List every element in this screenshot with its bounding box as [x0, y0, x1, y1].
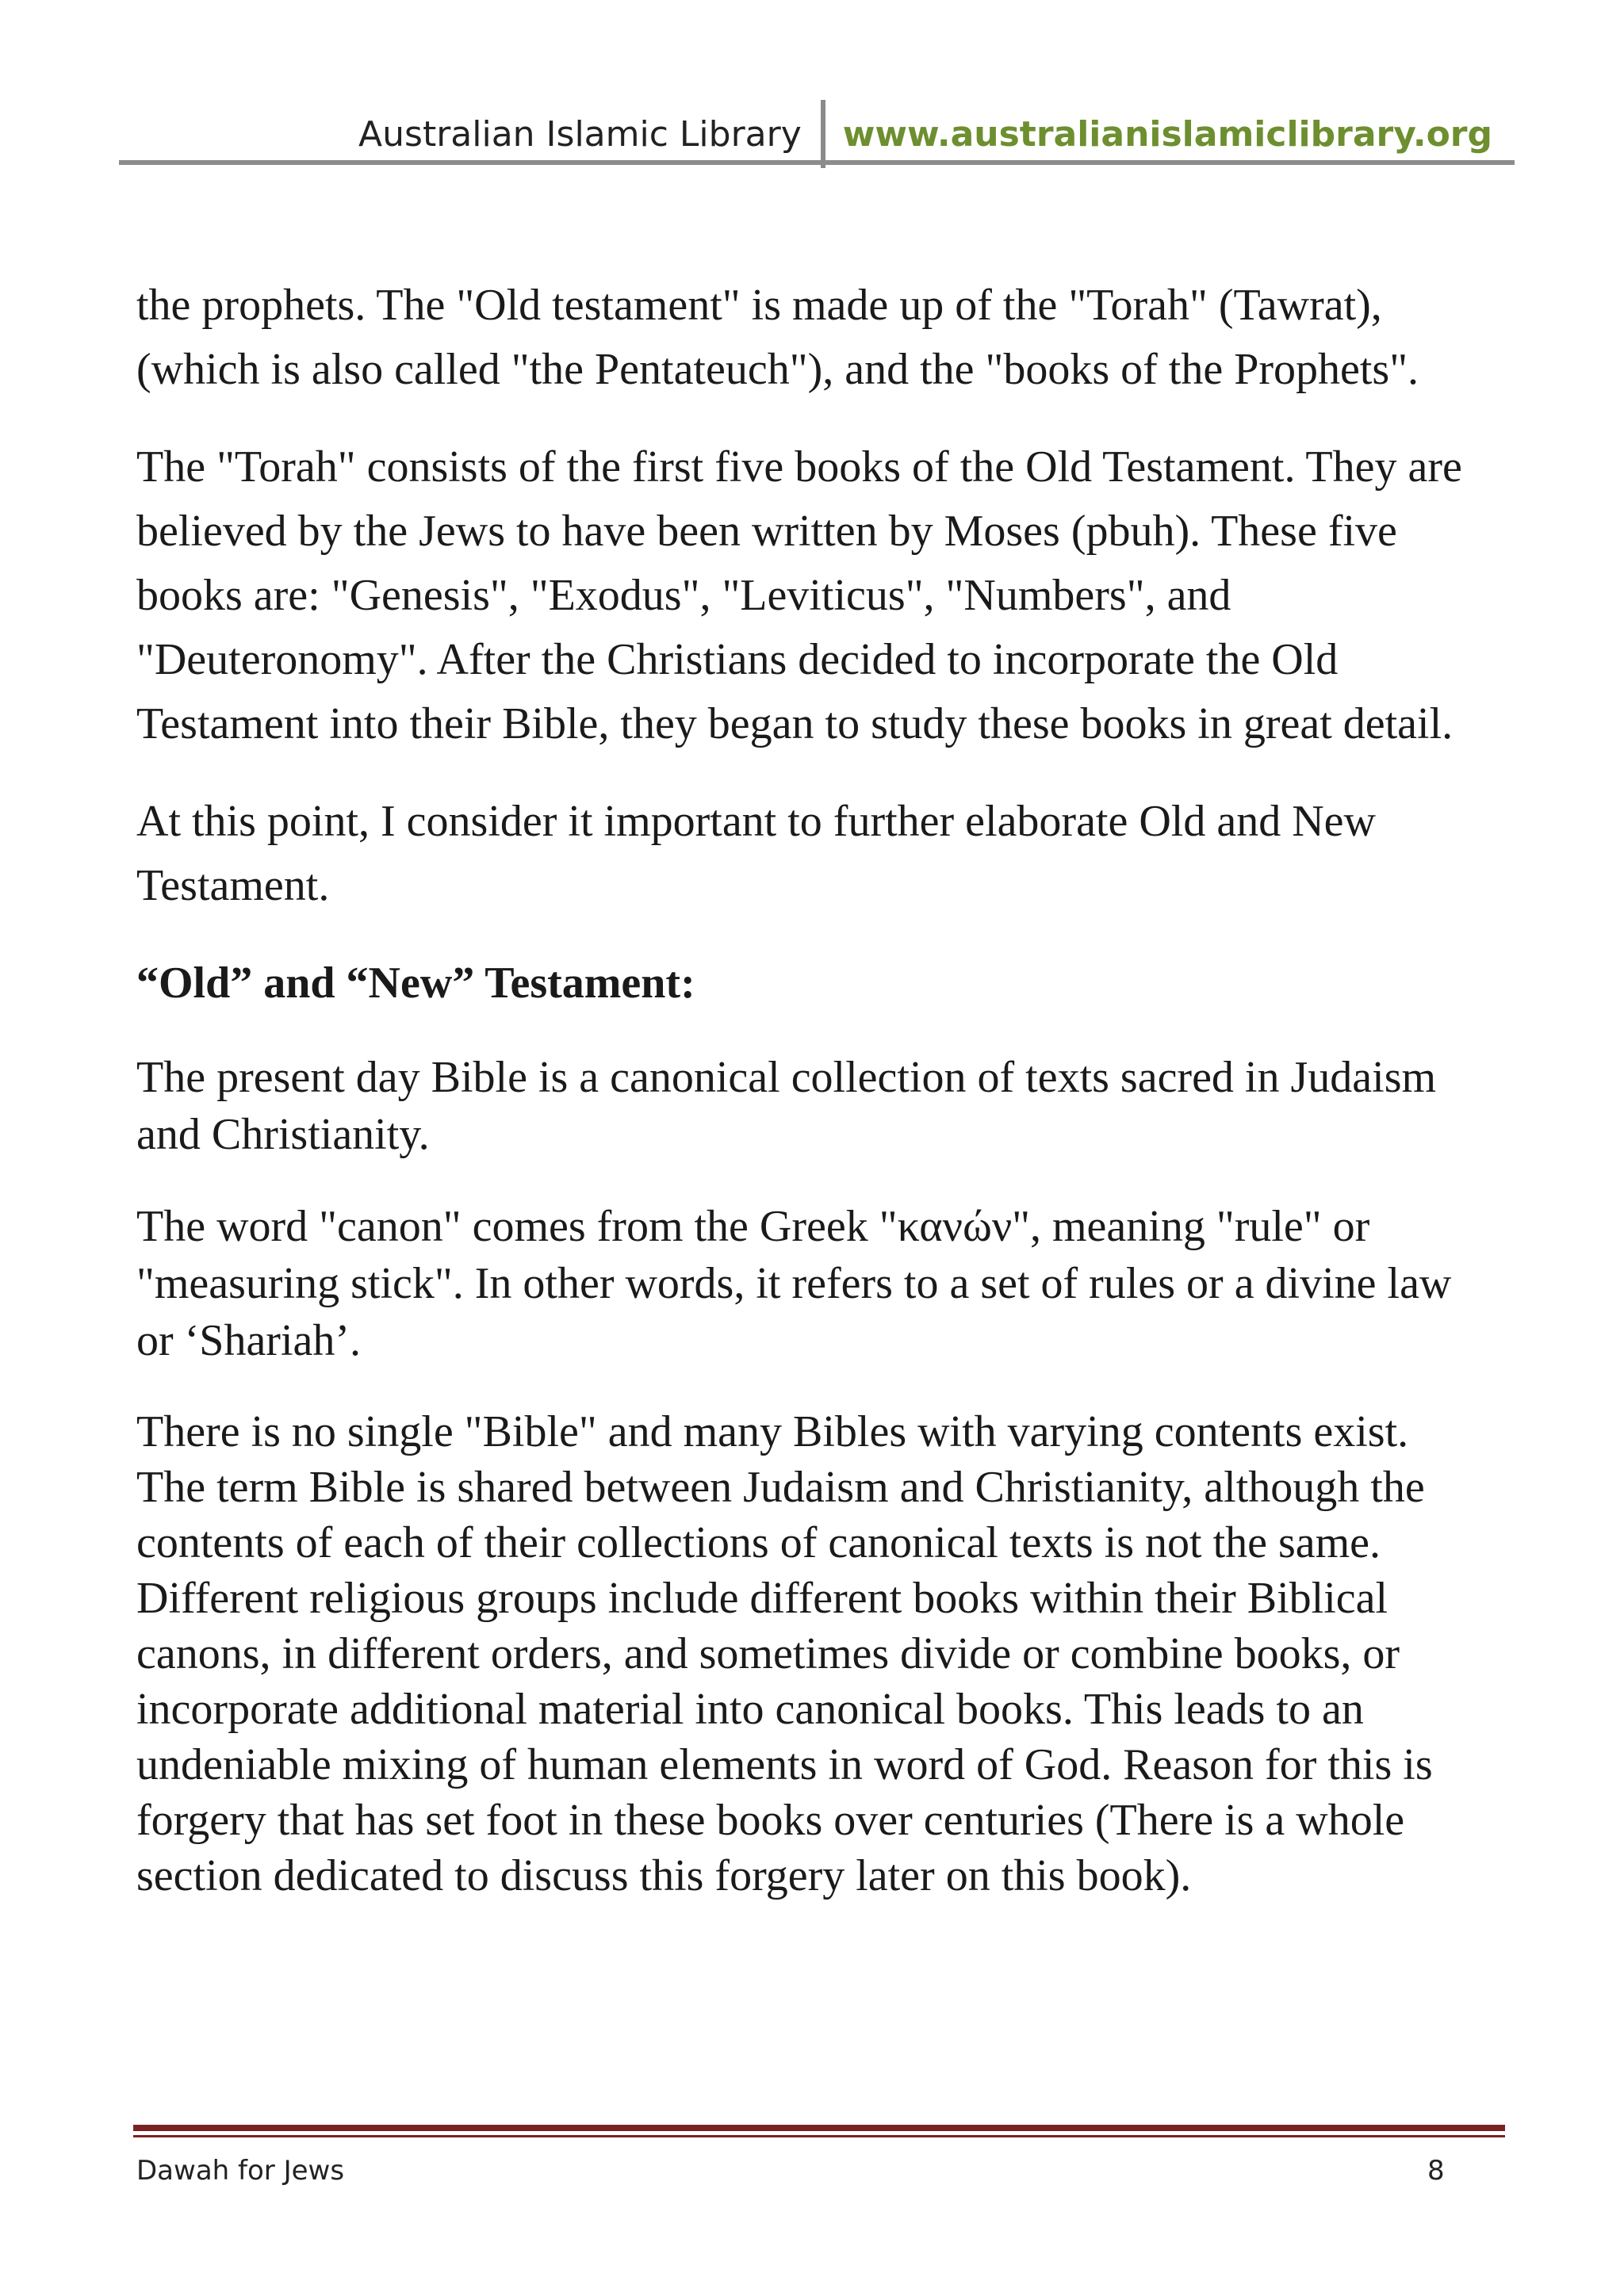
header-site-name: Australian Islamic Library — [358, 113, 802, 155]
page-header — [119, 95, 1515, 166]
paragraph-elaborate: At this point, I consider it important to further elaborate Old and New Testament. — [136, 797, 1376, 910]
footer-book-title: Dawah for Jews — [136, 2155, 345, 2187]
paragraph-no-single-bible: There is no single "Bible" and many Bibles with varying contents exist. The term Bible is shared between Judaism and Christianity, although the contents of each of their collections of canonical texts is not the same. Different religious groups include different books within their Biblical canons, in different orders, and sometimes divide or combine books, or incorporate additional material into canonical books. This leads to an undeniable mixing of human elements in word of God. Reason for this is forgery that has set foot in these books over centuries (There is a whole section dedicated to discuss this forgery later on this book). — [136, 1407, 1433, 1900]
page-body — [136, 274, 1484, 1904]
paragraph-canon: The word "canon" comes from the Greek "κανών", meaning "rule" or "measuring stick". In other words, it refers to a set of rules or a divine law or ‘Shariah’. — [136, 1202, 1452, 1365]
section-heading: “Old” and “New” Testament: — [136, 959, 695, 1008]
header-url-link[interactable]: www.australianislamiclibrary.org — [842, 113, 1492, 155]
paragraph-prophets: the prophets. The "Old testament" is made up of the "Torah" (Tawrat), (which is also called "the Pentateuch"), and the "books of the Prophets". — [136, 281, 1419, 394]
footer-page-number: 8 — [1427, 2155, 1445, 2187]
header-rule — [119, 160, 1515, 165]
header-divider — [821, 100, 825, 168]
footer-rule-thick — [133, 2125, 1505, 2131]
paragraph-present-day-bible: The present day Bible is a canonical collection of texts sacred in Judaism and Christianity. — [136, 1053, 1437, 1159]
footer-rule-thin — [133, 2135, 1505, 2137]
header-row — [358, 103, 1492, 165]
paragraph-torah: The "Torah" consists of the first five books of the Old Testament. They are believed by the Jews to have been written by Moses (pbuh). These five books are: "Genesis", "Exodus", "Leviticus", "Numbers", and "Deuteronomy". After the Christians decided to incorporate the Old Testament into their Bible, they began to study these books in great detail. — [136, 442, 1462, 748]
